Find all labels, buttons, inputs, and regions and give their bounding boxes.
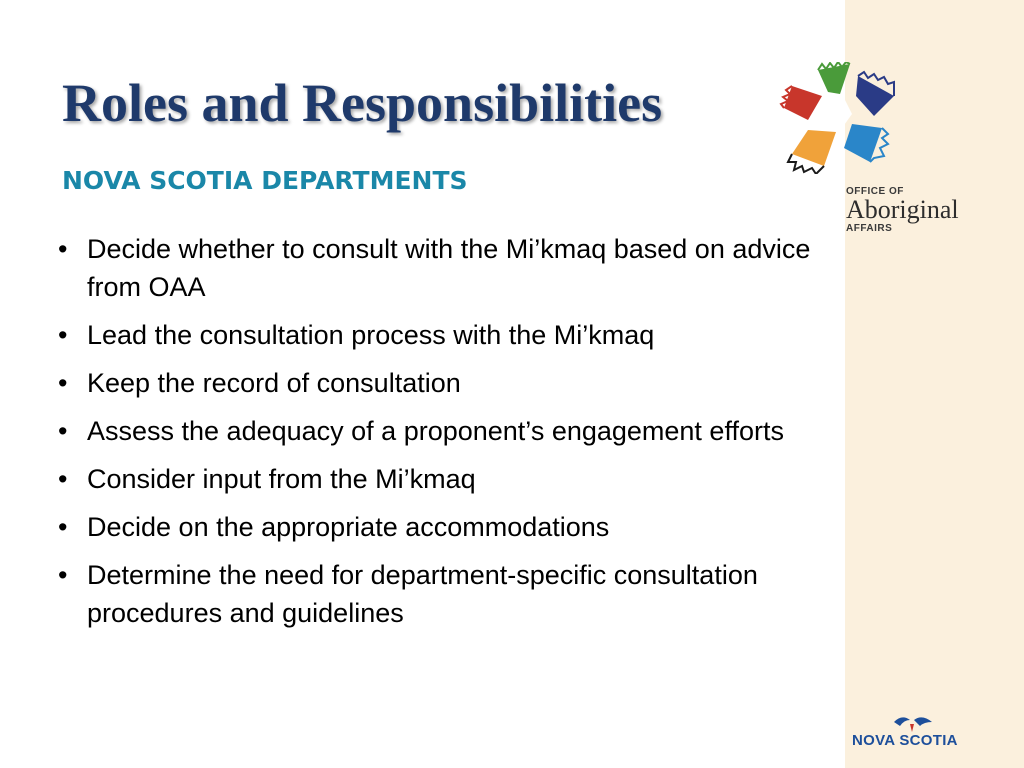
bullet-marker: • [58,416,68,446]
logo-petal-navy [856,76,894,116]
bullet-marker: • [58,234,68,264]
bullet-text: Lead the consultation process with the Mi’kmaq [87,320,655,350]
aboriginal-affairs-logo-icon [778,62,902,174]
logo-center [818,96,852,128]
bullet-text: Decide whether to consult with the Mi’kmaq based on advice from OAA [87,234,811,302]
bullet-item [58,316,818,354]
bullet-item [58,230,818,306]
bullet-text: Consider input from the Mi’kmaq [87,464,476,494]
logo-petal-red [784,86,822,120]
bullet-item [58,364,818,402]
office-line3: AFFAIRS [846,223,893,234]
office-line1: OFFICE OF [846,186,904,197]
bullet-marker: • [58,320,68,350]
bullet-marker: • [58,560,68,590]
bullet-text: Decide on the appropriate accommodations [87,512,610,542]
logo-petal-orange [792,130,836,166]
logo-petal-blue [844,124,882,162]
bullet-item [58,412,818,450]
bullet-text: Assess the adequacy of a proponent’s engagement efforts [87,416,784,446]
bullet-text: Keep the record of consultation [87,368,461,398]
bullet-item [58,508,818,546]
ns-bird-right [914,717,932,726]
office-wordmark [846,186,959,234]
bullet-text: Determine the need for department-specific consultation procedures and guidelines [87,560,758,628]
bullet-marker: • [58,512,68,542]
bullet-marker: • [58,464,68,494]
office-line2: Aboriginal [846,195,959,224]
ns-flag-mark [910,724,914,732]
slide-title: Roles and Responsibilities [62,73,663,133]
bullet-item [58,556,818,632]
bullet-marker: • [58,368,68,398]
slide-subtitle: NOVA SCOTIA DEPARTMENTS [62,166,468,195]
bullet-item [58,460,818,498]
province-wordmark: NOVA SCOTIA [852,732,958,749]
bullet-list [58,230,818,642]
ns-bird-left [894,717,910,726]
